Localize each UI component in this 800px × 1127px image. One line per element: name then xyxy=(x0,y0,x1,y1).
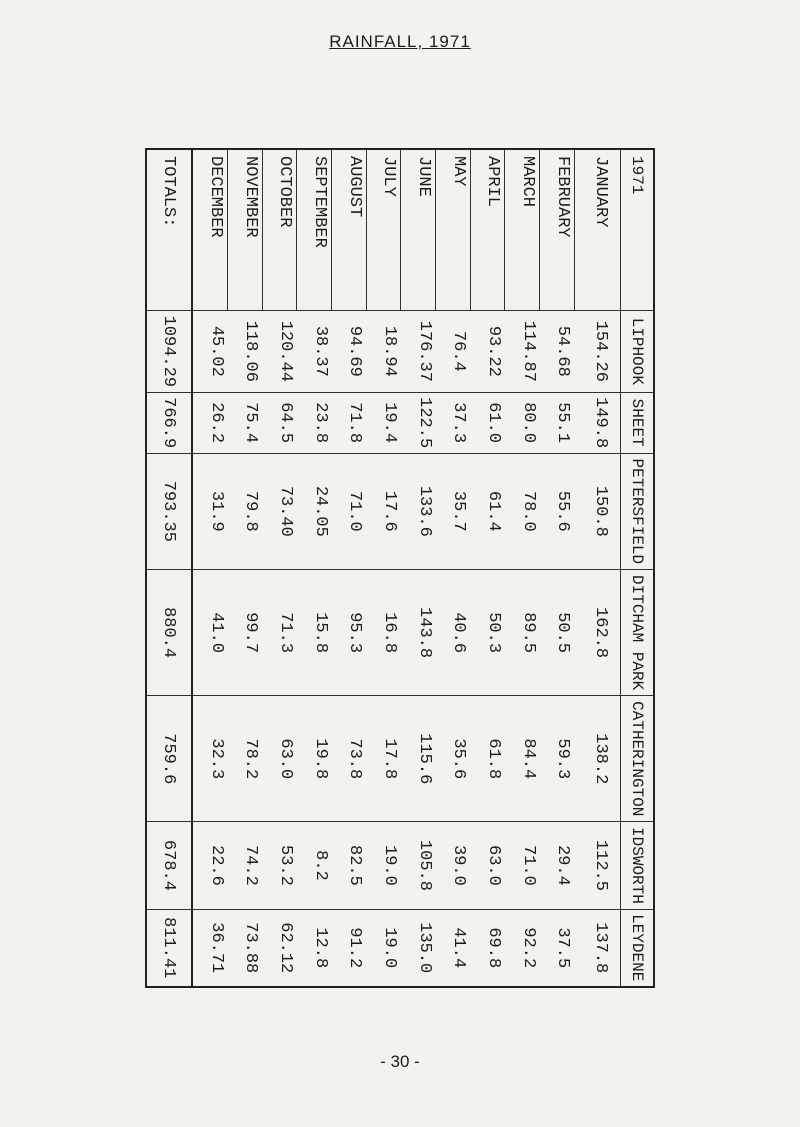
rainfall-value: 39.0 xyxy=(436,822,471,909)
rainfall-value: 35.6 xyxy=(436,696,471,822)
total-value: 759.6 xyxy=(146,696,192,822)
table-row xyxy=(366,149,401,987)
station-header: CATHERINGTON xyxy=(621,696,655,822)
total-value: 793.35 xyxy=(146,453,192,569)
month-label: APRIL xyxy=(470,149,505,311)
rainfall-value: 19.8 xyxy=(297,696,332,822)
header-row xyxy=(621,149,655,987)
month-label: MARCH xyxy=(505,149,540,311)
month-label: FEBRUARY xyxy=(540,149,575,311)
rainfall-value: 89.5 xyxy=(505,570,540,696)
rainfall-value: 94.69 xyxy=(332,311,367,393)
rainfall-value: 74.2 xyxy=(228,822,263,909)
rainfall-value: 24.05 xyxy=(297,453,332,569)
rainfall-value: 59.3 xyxy=(540,696,575,822)
table-row xyxy=(262,149,297,987)
rainfall-value: 82.5 xyxy=(332,822,367,909)
rainfall-value: 50.5 xyxy=(540,570,575,696)
total-value: 811.41 xyxy=(146,909,192,987)
rotated-table-frame xyxy=(145,148,655,988)
rainfall-value: 79.8 xyxy=(228,453,263,569)
rainfall-value: 62.12 xyxy=(262,909,297,987)
rainfall-value: 61.8 xyxy=(470,696,505,822)
station-header: DITCHAM PARK xyxy=(621,570,655,696)
rainfall-value: 31.9 xyxy=(192,453,228,569)
rainfall-value: 19.0 xyxy=(366,822,401,909)
total-value: 1094.29 xyxy=(146,311,192,393)
rainfall-value: 133.6 xyxy=(401,453,436,569)
total-value: 880.4 xyxy=(146,570,192,696)
month-label: AUGUST xyxy=(332,149,367,311)
rainfall-value: 23.8 xyxy=(297,392,332,453)
rainfall-table xyxy=(145,148,655,988)
rainfall-value: 162.8 xyxy=(574,570,620,696)
rainfall-value: 78.2 xyxy=(228,696,263,822)
rainfall-value: 138.2 xyxy=(574,696,620,822)
rainfall-value: 41.4 xyxy=(436,909,471,987)
rainfall-value: 93.22 xyxy=(470,311,505,393)
rainfall-value: 91.2 xyxy=(332,909,367,987)
month-label: JANUARY xyxy=(574,149,620,311)
total-value: 678.4 xyxy=(146,822,192,909)
rainfall-value: 35.7 xyxy=(436,453,471,569)
table-row xyxy=(540,149,575,987)
rainfall-value: 71.0 xyxy=(505,822,540,909)
rainfall-value: 55.6 xyxy=(540,453,575,569)
rainfall-value: 63.0 xyxy=(470,822,505,909)
rainfall-value: 53.2 xyxy=(262,822,297,909)
rainfall-value: 29.4 xyxy=(540,822,575,909)
rainfall-value: 154.26 xyxy=(574,311,620,393)
rainfall-value: 99.7 xyxy=(228,570,263,696)
table-row xyxy=(574,149,620,987)
month-label: OCTOBER xyxy=(262,149,297,311)
rainfall-value: 75.4 xyxy=(228,392,263,453)
rainfall-value: 95.3 xyxy=(332,570,367,696)
rainfall-value: 118.06 xyxy=(228,311,263,393)
rainfall-value: 135.0 xyxy=(401,909,436,987)
page-title: RAINFALL, 1971 xyxy=(329,32,471,51)
rainfall-value: 76.4 xyxy=(436,311,471,393)
table-row xyxy=(297,149,332,987)
rainfall-value: 73.8 xyxy=(332,696,367,822)
month-label: JUNE xyxy=(401,149,436,311)
rainfall-value: 143.8 xyxy=(401,570,436,696)
rainfall-value: 149.8 xyxy=(574,392,620,453)
rainfall-value: 55.1 xyxy=(540,392,575,453)
table-row xyxy=(401,149,436,987)
rainfall-value: 18.94 xyxy=(366,311,401,393)
rainfall-value: 122.5 xyxy=(401,392,436,453)
totals-row xyxy=(146,149,192,987)
table-row xyxy=(505,149,540,987)
rainfall-value: 19.0 xyxy=(366,909,401,987)
rainfall-value: 40.6 xyxy=(436,570,471,696)
month-label: MAY xyxy=(436,149,471,311)
rainfall-value: 78.0 xyxy=(505,453,540,569)
month-label: NOVEMBER xyxy=(228,149,263,311)
month-label: JULY xyxy=(366,149,401,311)
rainfall-value: 115.6 xyxy=(401,696,436,822)
rainfall-value: 16.8 xyxy=(366,570,401,696)
rainfall-value: 137.8 xyxy=(574,909,620,987)
year-header: 1971 xyxy=(621,149,655,311)
table-body xyxy=(146,149,621,987)
month-label: DECEMBER xyxy=(192,149,228,311)
rainfall-value: 112.5 xyxy=(574,822,620,909)
station-header: PETERSFIELD xyxy=(621,453,655,569)
table-row xyxy=(192,149,228,987)
rainfall-value: 71.3 xyxy=(262,570,297,696)
station-header: SHEET xyxy=(621,392,655,453)
rainfall-value: 12.8 xyxy=(297,909,332,987)
rainfall-value: 73.40 xyxy=(262,453,297,569)
rainfall-value: 17.8 xyxy=(366,696,401,822)
rainfall-value: 150.8 xyxy=(574,453,620,569)
rainfall-value: 71.0 xyxy=(332,453,367,569)
rainfall-value: 120.44 xyxy=(262,311,297,393)
rainfall-value: 45.02 xyxy=(192,311,228,393)
rainfall-value: 36.71 xyxy=(192,909,228,987)
rainfall-value: 64.5 xyxy=(262,392,297,453)
rainfall-value: 37.3 xyxy=(436,392,471,453)
station-header: IDSWORTH xyxy=(621,822,655,909)
rainfall-value: 71.8 xyxy=(332,392,367,453)
rainfall-value: 61.0 xyxy=(470,392,505,453)
table-row xyxy=(436,149,471,987)
rainfall-value: 80.0 xyxy=(505,392,540,453)
rainfall-value: 19.4 xyxy=(366,392,401,453)
table-row xyxy=(470,149,505,987)
rainfall-value: 54.68 xyxy=(540,311,575,393)
rainfall-value: 84.4 xyxy=(505,696,540,822)
rainfall-value: 61.4 xyxy=(470,453,505,569)
rainfall-value: 37.5 xyxy=(540,909,575,987)
rainfall-value: 26.2 xyxy=(192,392,228,453)
total-value: 766.9 xyxy=(146,392,192,453)
rainfall-value: 38.37 xyxy=(297,311,332,393)
rainfall-value: 105.8 xyxy=(401,822,436,909)
rainfall-value: 50.3 xyxy=(470,570,505,696)
rainfall-value: 22.6 xyxy=(192,822,228,909)
rainfall-value: 69.8 xyxy=(470,909,505,987)
table-row xyxy=(228,149,263,987)
rainfall-value: 176.37 xyxy=(401,311,436,393)
month-label: SEPTEMBER xyxy=(297,149,332,311)
rainfall-value: 63.0 xyxy=(262,696,297,822)
rainfall-value: 15.8 xyxy=(297,570,332,696)
page-number: - 30 - xyxy=(380,1052,420,1071)
rainfall-value: 17.6 xyxy=(366,453,401,569)
totals-label: TOTALS: xyxy=(146,149,192,311)
rainfall-value: 8.2 xyxy=(297,822,332,909)
rainfall-value: 32.3 xyxy=(192,696,228,822)
rainfall-value: 73.88 xyxy=(228,909,263,987)
table-row xyxy=(332,149,367,987)
rainfall-value: 92.2 xyxy=(505,909,540,987)
station-header: LIPHOOK xyxy=(621,311,655,393)
rainfall-value: 114.87 xyxy=(505,311,540,393)
rainfall-value: 41.0 xyxy=(192,570,228,696)
station-header: LEYDENE xyxy=(621,909,655,987)
